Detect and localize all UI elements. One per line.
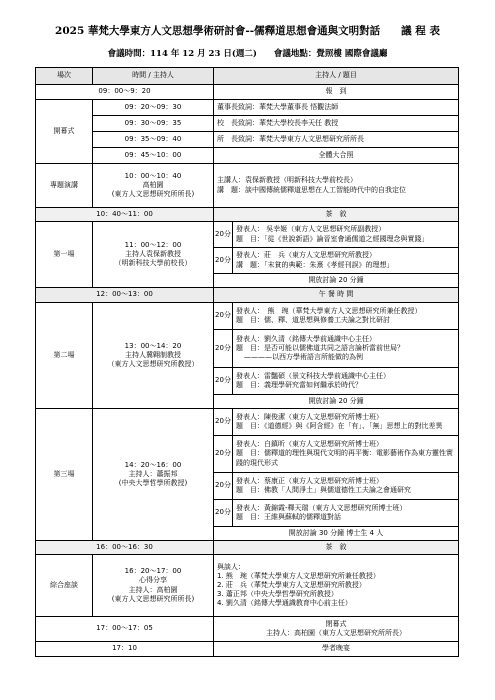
- session3-time-host: [93, 409, 214, 541]
- paper-speaker: 發表人：黃錦霞-釋天瑞（東方人文思想研究所博士班）: [236, 503, 407, 512]
- paper-duration: 20分: [214, 222, 233, 248]
- paper-duration: 20分: [214, 330, 233, 368]
- paper-cell: [233, 248, 459, 274]
- paper-cell: [233, 222, 459, 248]
- header-time-host: 時間 / 主持人: [93, 68, 214, 85]
- keynote-host: 高柏園: [142, 180, 164, 189]
- paper-speaker: 發表人：劉久清（銘傳大學前通識中心主任）: [236, 334, 376, 343]
- paper-duration: 20分: [214, 248, 233, 274]
- paper-topic: 題 目：「從《世說新語》論晉室會通儒道之經國理念與實踐」: [236, 234, 429, 243]
- session3-host: 主持人：蕭振邦: [128, 469, 178, 478]
- paper-cell: [233, 368, 459, 395]
- forum-speaker: 2. 莊 兵（華梵大學東方人文思想研究所教授）: [217, 580, 366, 589]
- session2-label: 第二場: [36, 303, 93, 409]
- forum-time-host: [93, 555, 214, 617]
- paper-topic: 題 目：王維與蘇軾的儒釋道對話: [236, 513, 341, 521]
- paper-duration: 20分: [214, 368, 233, 395]
- closing-desc: [214, 617, 459, 642]
- opening-time-2: 09：30～09：35: [93, 116, 214, 132]
- session3-time: 14：20～16：00: [124, 460, 182, 469]
- paper-duration: 20分: [214, 473, 233, 500]
- paper-cell: [233, 500, 459, 527]
- session2-paper-row: [36, 303, 459, 330]
- session1-host: 主持人袁保新教授: [125, 249, 181, 258]
- opening-row: [36, 148, 459, 164]
- forum-theme: 心得分享: [139, 576, 167, 585]
- keynote-time-host: [93, 164, 214, 208]
- opening-desc-4: 全體大合照: [214, 148, 459, 164]
- paper-speaker: 發表人：莊 兵（東方人文思想研究所教授）: [236, 251, 376, 260]
- paper-duration: 20分: [214, 409, 233, 436]
- paper-duration: 20分: [214, 436, 233, 473]
- forum-label: 綜合座談: [36, 555, 93, 617]
- closing-title: 閉幕式: [325, 619, 347, 628]
- tea-break-desc: 茶 敘: [214, 541, 459, 555]
- paper-speaker: 發表人：蔡康正（東方人文思想研究所博士班）: [236, 476, 383, 485]
- paper-topic: 題 目：義理學研究當如何繼承於時代？: [236, 381, 362, 389]
- session3-paper-row: [36, 409, 459, 436]
- paper-speaker: 發表人：陳俊潔（東方人文思想研究所博士班）: [236, 412, 383, 421]
- lunch-row: [36, 288, 459, 303]
- header-session: 場次: [36, 68, 93, 85]
- paper-topic: 題 目：佛教「人間淨土」與儒道德性工夫論之會通研究: [236, 486, 411, 494]
- keynote-host-affiliation: (東方人文思想研究所所長): [111, 190, 195, 199]
- session2-time-host: [93, 303, 214, 409]
- session2-discussion: 開放討論 20 分鐘: [214, 395, 459, 409]
- agenda-table: [35, 67, 459, 657]
- keynote-desc: [214, 164, 459, 208]
- opening-row: [36, 116, 459, 132]
- tea-break-time: 10：40～11：00: [36, 208, 214, 222]
- forum-host-affiliation: (東方人文思想研究所所長): [111, 594, 195, 603]
- table-header: [36, 68, 459, 85]
- opening-desc-1: 董事長致詞：華梵大學董事長 悟觀法師: [214, 100, 459, 116]
- forum-speaker: 1. 熊 琬（華梵大學東方人文思想研究所兼任教授）: [217, 571, 380, 580]
- banquet-time: 17：10: [36, 642, 214, 657]
- tea-break-row: [36, 208, 459, 222]
- opening-label: 開幕式: [36, 100, 93, 164]
- session2-host-affiliation: （東方人文思想研究所教授）: [107, 360, 199, 369]
- session1-host-affiliation: （明新科技大學前校長）: [114, 259, 192, 268]
- registration-desc: 報 到: [214, 85, 459, 100]
- session1-time: 11：00～12：00: [124, 240, 182, 249]
- banquet-row: [36, 642, 459, 657]
- header-host-topic: 主持人 / 題目: [214, 68, 459, 85]
- opening-row: [36, 100, 459, 116]
- meeting-info: 會議時間：114 年 12 月 23 日(週二) 會議地點：覺照樓 國際會議廳: [107, 49, 388, 59]
- keynote-topic: 講 題：談中國傳統儒釋道思想在人工智能時代中的自我定位: [217, 185, 406, 194]
- paper-cell: [233, 330, 459, 368]
- banquet-desc: 學者晚宴: [214, 642, 459, 657]
- paper-cell: [233, 436, 459, 473]
- paper-cell: [233, 473, 459, 500]
- keynote-speaker: 主講人：袁保新教授（明新科技大學前校長）: [217, 176, 357, 185]
- paper-topic: 題 目：《道德經》與《阿含經》在「有」、「無」思想上的對比差異: [236, 422, 443, 430]
- opening-time-3: 09：35～09：40: [93, 132, 214, 148]
- session1-label: 第一場: [36, 222, 93, 288]
- session1-paper-row: [36, 222, 459, 248]
- registration-time: 09：00～9：20: [36, 85, 214, 100]
- session3-discussion: 開放討論 30 分鐘 博士生 4 人: [214, 527, 459, 541]
- closing-row: [36, 617, 459, 642]
- session2-time: 13：00～14：20: [124, 341, 182, 350]
- paper-duration: 20分: [214, 303, 233, 330]
- closing-time: 17：00～17：05: [36, 617, 214, 642]
- paper-topic: 題 目：是否可能以儒佛道共同之語言論析當前世局？: [236, 343, 404, 352]
- forum-speaker: 3. 蕭正邦（中央大學哲學研究所教授）: [217, 590, 338, 599]
- page-title: 2025 華梵大學東方人文思想學術研討會--儒釋道思想會通與文明對話 議 程 表: [55, 25, 440, 37]
- paper-speaker: 發表人： 吳幸姬（東方人文思想研究所副教授）: [236, 225, 386, 234]
- tea-break-desc: 茶 敘: [214, 208, 459, 222]
- opening-desc-3: 所 長致詞：華梵大學東方人文思想研究所所長: [214, 132, 459, 148]
- keynote-label: 專題演講: [36, 164, 93, 208]
- paper-speaker: 發表人：白鎮昕（東方人文思想研究所博士班）: [236, 440, 383, 449]
- paper-topic: 題 目：儒、釋、道思想與修養工夫論之對比研討: [236, 316, 390, 324]
- closing-host: 主持人：高柏園（東方人文思想研究所所長）: [266, 629, 406, 637]
- paper-topic: 題 目：儒釋道的理性與現代文明的再平衡：電影藝術作為東方靈性實踐的現代形式: [236, 449, 453, 467]
- forum-lead: 與談人：: [217, 562, 245, 571]
- forum-host: 主持人：高柏園: [128, 585, 178, 594]
- paper-topic: 講 題：「末貧的典範：朱熹《孝經刊誤》的理想」: [236, 260, 394, 269]
- opening-time-4: 09：45～10：00: [93, 148, 214, 164]
- paper-duration: 20分: [214, 500, 233, 527]
- keynote-row: [36, 164, 459, 208]
- forum-row: [36, 555, 459, 617]
- tea-break-time: 16：00～16：30: [36, 541, 214, 555]
- paper-cell: [233, 409, 459, 436]
- forum-time: 16：20～17：00: [124, 567, 182, 576]
- opening-row: [36, 132, 459, 148]
- opening-desc-2: 校 長致詞：華梵大學校長李天任 教授: [214, 116, 459, 132]
- paper-topic-subtitle: ————以西方學術語言所能做的為例: [244, 353, 363, 362]
- paper-speaker: 發表人：雷豔碩（景文科技大學前通識中心主任）: [236, 371, 390, 380]
- paper-speaker: 發表人： 熊 琬（華梵大學東方人文思想研究所兼任教授）: [236, 306, 422, 315]
- session3-label: 第三場: [36, 409, 93, 541]
- session1-time-host: [93, 222, 214, 288]
- lunch-time: 12：00～13：00: [36, 288, 214, 303]
- session1-discussion: 開放討論 20 分鐘: [214, 274, 459, 288]
- lunch-desc: 午 餐 時 間: [214, 288, 459, 303]
- tea-break-row: [36, 541, 459, 555]
- session3-host-affiliation: (中央大學哲學所教授): [118, 479, 188, 488]
- session2-host: 主持人冀翺制教授: [125, 350, 181, 359]
- registration-row: [36, 85, 459, 100]
- paper-cell: [233, 303, 459, 330]
- forum-speakers: [214, 555, 459, 617]
- opening-time-1: 09：20～09：30: [93, 100, 214, 116]
- forum-speaker: 4. 劉久清（銘傳大學通識教育中心前主任）: [217, 599, 352, 608]
- keynote-time: 10：00～10：40: [124, 171, 182, 180]
